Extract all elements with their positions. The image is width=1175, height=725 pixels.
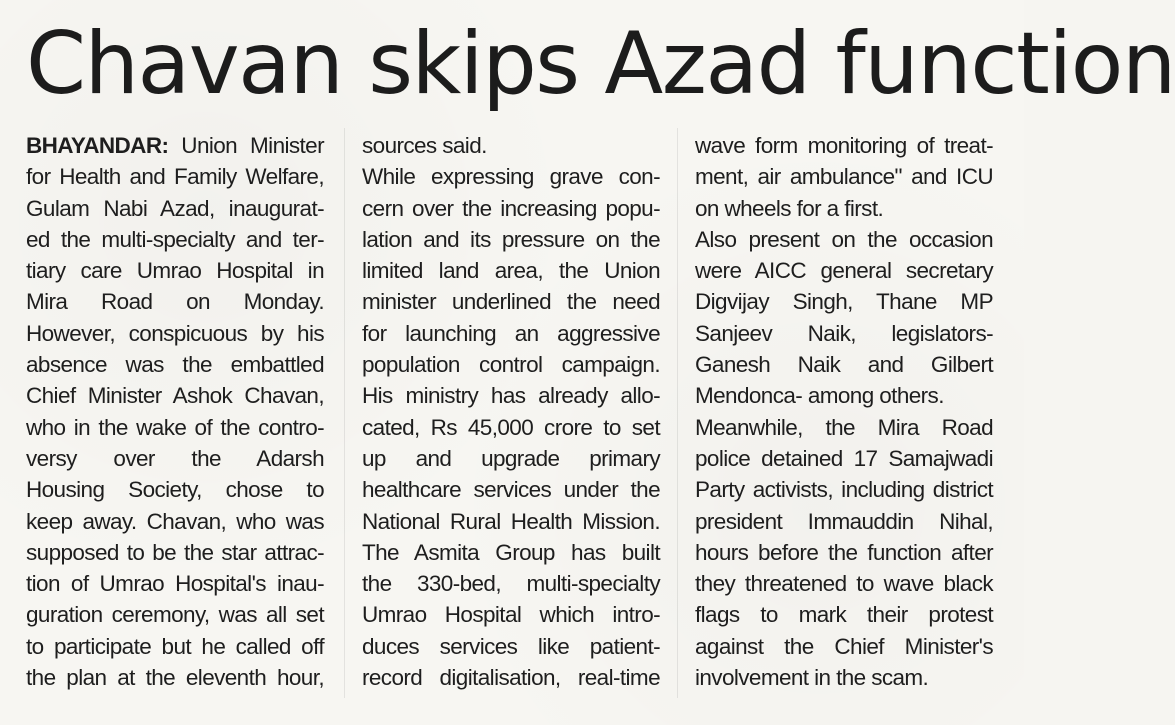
text-line: Umrao Hospital which intro- [362, 602, 660, 628]
text-line: healthcare services under the [362, 477, 660, 503]
text-line: cern over the increasing popu- [362, 195, 660, 221]
dateline: BHAYANDAR: [26, 133, 169, 158]
text-line: tiary care Umrao Hospital in [26, 258, 324, 284]
text-line: lation and its pressure on the [362, 226, 660, 252]
article-column-3 [695, 130, 993, 693]
text-line: The Asmita Group has built [362, 539, 660, 565]
text-line: ed the multi-specialty and ter- [26, 226, 324, 252]
text-line: cated, Rs 45,000 crore to set [362, 414, 660, 440]
text-line: Party activists, including district [695, 477, 993, 503]
text-line: Housing Society, chose to [26, 477, 324, 503]
text-line: flags to mark their protest [695, 602, 993, 628]
text-line: involvement in the scam. [695, 665, 929, 691]
text-line: Mendonca- among others. [695, 383, 944, 409]
text-line: versy over the Adarsh [26, 445, 324, 471]
text-line: were AICC general secretary [695, 258, 993, 284]
text-line: tion of Umrao Hospital's inau- [26, 571, 324, 597]
column-divider [677, 128, 678, 698]
text-line: Digvijay Singh, Thane MP [695, 289, 993, 315]
text-line: president Immauddin Nihal, [695, 508, 993, 534]
text-line: against the Chief Minister's [695, 633, 993, 659]
text-line: minister underlined the need [362, 289, 660, 315]
headline: Chavan skips Azad function [26, 14, 1175, 114]
text-line: for launching an aggressive [362, 320, 660, 346]
text-line: limited land area, the Union [362, 258, 660, 284]
text-line: However, conspicuous by his [26, 320, 324, 346]
column-divider [344, 128, 345, 698]
text-line: BHAYANDAR: Union Minister [26, 133, 324, 158]
text-line: ment, air ambulance" and ICU [695, 164, 993, 190]
article-column-2 [362, 130, 660, 693]
article-column-1 [26, 130, 324, 693]
text-line: Chief Minister Ashok Chavan, [26, 383, 324, 409]
text-line: the plan at the eleventh hour, [26, 665, 324, 691]
text-line: His ministry has already allo- [362, 383, 660, 409]
text-line: Sanjeev Naik, legislators- [695, 320, 993, 346]
text-line: supposed to be the star attrac- [26, 539, 324, 565]
text-line: police detained 17 Samajwadi [695, 445, 993, 471]
text-line: keep away. Chavan, who was [26, 508, 324, 534]
text-line: hours before the function after [695, 539, 993, 565]
text-line: to participate but he called off [26, 633, 324, 659]
text-line: absence was the embattled [26, 352, 324, 378]
text-line: record digitalisation, real-time [362, 665, 660, 691]
text-line: the 330-bed, multi-specialty [362, 571, 660, 597]
text-line: National Rural Health Mission. [362, 508, 660, 534]
text-line: wave form monitoring of treat- [695, 133, 993, 158]
text-line: guration ceremony, was all set [26, 602, 324, 628]
text-line: While expressing grave con- [362, 164, 660, 190]
text-line: on wheels for a first. [695, 195, 884, 221]
text-line: Mira Road on Monday. [26, 289, 324, 315]
text-line: duces services like patient- [362, 633, 660, 659]
text-line: population control campaign. [362, 352, 660, 378]
text-line: sources said. [362, 133, 487, 158]
text-line: Ganesh Naik and Gilbert [695, 352, 993, 378]
text-line: who in the wake of the contro- [26, 414, 324, 440]
text-line: for Health and Family Welfare, [26, 164, 324, 190]
text-line: Meanwhile, the Mira Road [695, 414, 993, 440]
text-line: Gulam Nabi Azad, inaugurat- [26, 195, 324, 221]
text-line: up and upgrade primary [362, 445, 660, 471]
text-line: they threatened to wave black [695, 571, 993, 597]
text-line: Also present on the occasion [695, 226, 993, 252]
